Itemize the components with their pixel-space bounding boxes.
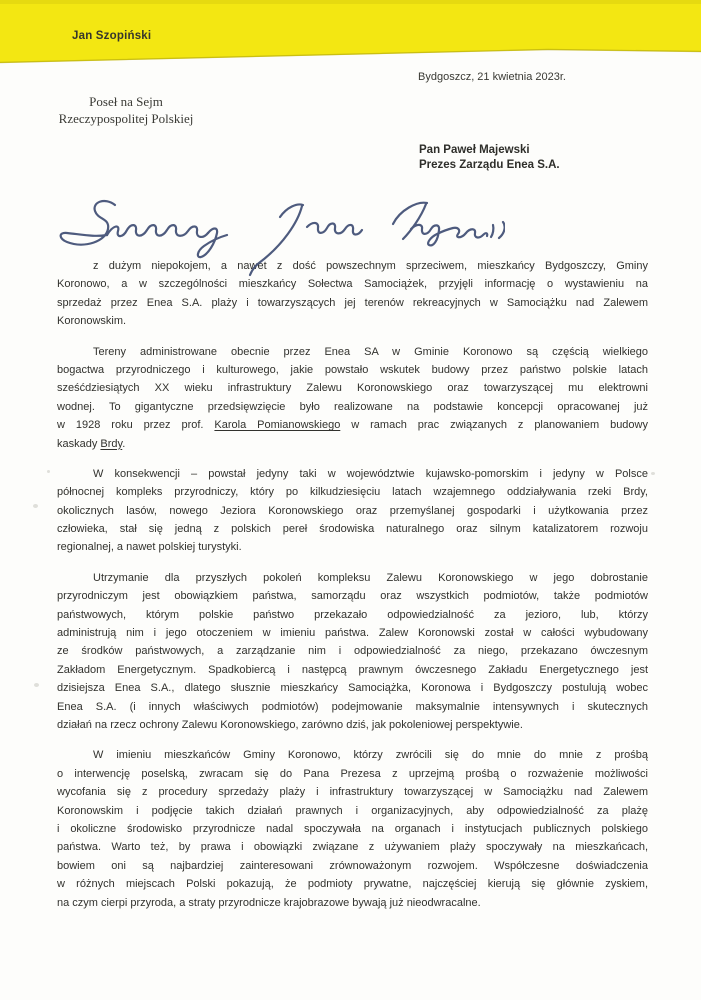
text-line: na czym cierpi przyroda, a straty przyrodnicze krajobrazowe bywają już nieodwracalne. (57, 896, 481, 909)
letter-body (57, 257, 648, 924)
paragraph (57, 746, 648, 912)
text-line: Enea S.A. (i innych właściwych podmiotów) podejmowanie maksymalnie intensywnych i skutecznych (57, 700, 648, 713)
text-line: Koronowo, a w szczególności mieszkańcy Sołectwa Samociążek, przyjęli informację o wystawieniu na (57, 278, 648, 291)
recipient-name: Pan Paweł Majewski (419, 144, 530, 156)
text-line: człowieka, stał się jedną z polskich pereł środowiska naturalnego oraz silnym katalizatorem rozwoju (57, 523, 648, 536)
text-line: przyrodniczym jest obowiązkiem państwa, samorządu oraz wszystkich podmiotów, także podmiotów (57, 590, 648, 603)
place-date: Bydgoszcz, 21 kwietnia 2023r. (418, 71, 566, 83)
text-line: Tereny administrowane obecnie przez Enea SA w Gminie Koronowo są częścią wielkiego (93, 345, 648, 358)
text-line: o interwencję poselską, zwracam się do Pana Prezesa z uprzejmą prośbą o rozważenie możliwości (57, 767, 648, 780)
text-line: wycofania się z procedury sprzedaży plaży i infrastruktury towarzyszącej w Samociążku nad Zalewem (57, 786, 648, 799)
text-line: Koronowskim i podjęcie takich działań prawnych i organizacyjnych, aby odpowiedzialność za plażę (57, 804, 648, 817)
letterhead-name: Jan Szopiński (72, 30, 152, 42)
text-line: w różnych miejscach Polski pokazują, że podmioty prywatne, najczęściej kierują się głównie zyskiem, (57, 878, 648, 891)
text-line: państwa. Warto też, by prawa i obowiązki związane z używaniem plaży spoczywały na mieszkańcach, (57, 841, 648, 854)
recipient-block (419, 143, 560, 173)
scan-speck (33, 504, 38, 508)
text-line: sześćdziesiątych XX wieku infrastruktury Zalewu Koronowskiego oraz towarzyszącej mu elektrowni (57, 382, 648, 395)
paragraph (57, 257, 648, 331)
text-line: bogactwa przyrodniczego i kulturowego, jakie powstało wskutek budowy przez państwo polskie latach (57, 363, 648, 376)
text-line: i okoliczne środowisko przyrodnicze nadal spoczywała na organach i instytucjach publicznych polskiego (57, 822, 648, 835)
recipient-role: Prezes Zarządu Enea S.A. (419, 159, 560, 171)
text-line: okolicznych lasów, nowego Jeziora Koronowskiego oraz przemyślanej gospodarki i użytkowania przez (57, 504, 648, 517)
text-line: bowiem oni są najbardziej zainteresowani zrównoważonym rozwojem. Współczesne doświadczenia (57, 859, 648, 872)
scan-speck (34, 683, 39, 687)
scan-speck (651, 472, 655, 475)
underlined-text: Brdy (100, 437, 123, 450)
text-line: wodnej. To gigantyczne przedsięwzięcie było realizowane na podstawie koncepcji opracowanej już (57, 400, 648, 413)
text-line: dzisiejsza Enea S.A., dlatego słusznie mieszkańcy Samociążka, Koronowa i Bydgoszczy postulują wobec (57, 682, 648, 695)
text-line: państwowych, którym polskie państwo przekazało odpowiedzialność za jezioro, lub, którzy (57, 608, 648, 621)
sender-title-block (28, 94, 224, 127)
sender-title-line: Poseł na Sejm (89, 94, 163, 109)
text-line: w 1928 roku przez prof. Karola Pomianowskiego w ramach prac związanych z planowaniem budowy (57, 419, 648, 432)
text-line: Zakładom Energetycznym. Spadkobiercą i następcą prawnym ówczesnego Zakładu Energetycznego jest (57, 663, 648, 676)
text-line: W imieniu mieszkańców Gminy Koronowo, którzy zwrócili się do mnie do mnie z prośbą (93, 749, 648, 762)
sender-title-line: Rzeczypospolitej Polskiej (58, 110, 194, 126)
text-line: Koronowskim. (57, 315, 127, 328)
text-line: kaskady Brdy. (57, 437, 126, 450)
text-line: z dużym niepokojem, a nawet z dość powszechnym sprzeciwem, mieszkańcy Bydgoszczy, Gminy (93, 260, 648, 272)
text-line: administrują nim i jego otoczeniem w imieniu państwa. Zalew Koronowski został w całości wybudowany (57, 627, 648, 640)
letterhead-band (0, 0, 701, 66)
underlined-text: Karola Pomianowskiego (214, 419, 341, 432)
text-line: ze środków państwowych, a zarządzanie nim i odpowiedzialność za niego, przekazano ówczesnym (57, 645, 648, 658)
text-line: W konsekwencji – powstał jedyny taki w województwie kujawsko-pomorskim i jedyny w Polsce (93, 467, 648, 480)
paragraph (57, 343, 648, 453)
text-line: północnej kompleks przyrodniczy, który po kilkudziesięciu latach wzajemnego oddziaływania rzeki Brdy, (57, 486, 648, 499)
text-line: Utrzymanie dla przyszłych pokoleń kompleksu Zalewu Koronowskiego w jego dobrostanie (93, 571, 648, 584)
text-line: działań na rzecz ochrony Zalewu Koronowskiego, zarówno dziś, jak pokoleniowej perspektywie. (57, 718, 523, 731)
text-line: regionalnej, a nawet polskiej turystyki. (57, 541, 242, 554)
scan-speck (47, 470, 50, 473)
text-line: sprzedaż przez Enea S.A. plaży i towarzyszących jej terenów rekreacyjnych w Samociążku nad Zalewem (57, 296, 648, 309)
paragraph (57, 569, 648, 735)
paragraph (57, 465, 648, 557)
